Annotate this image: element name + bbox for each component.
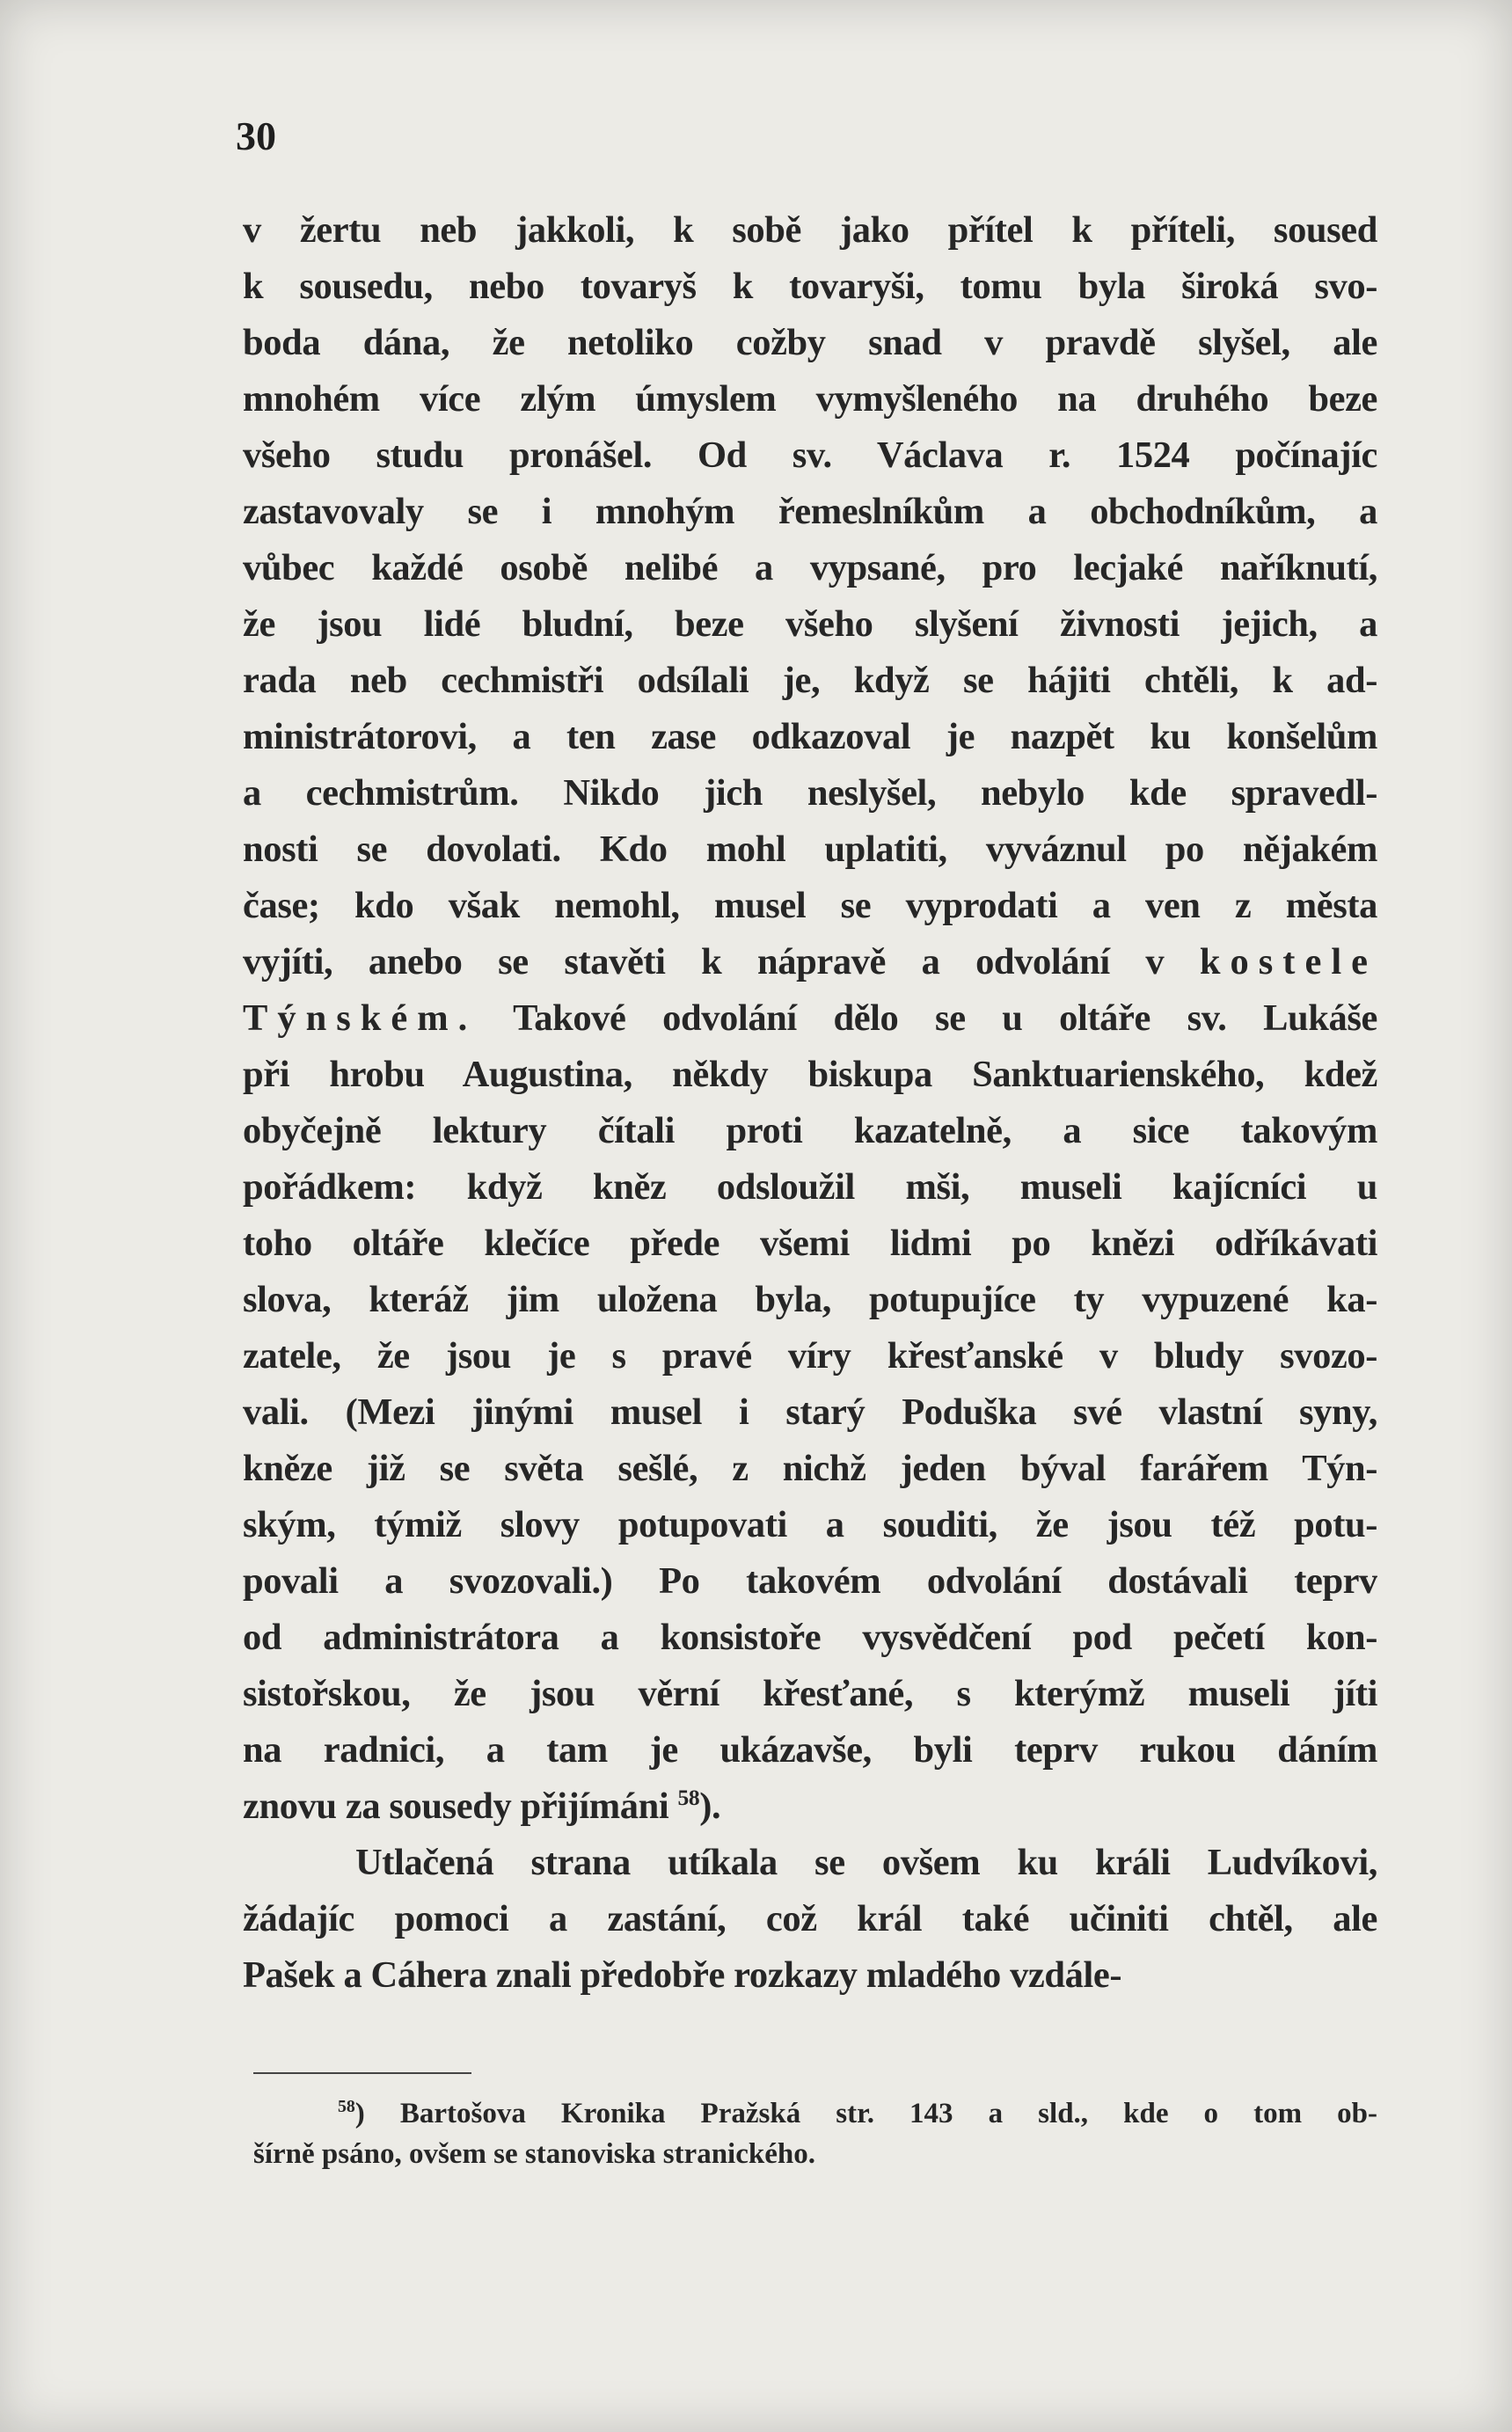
line-text: čase; kdo však nemohl, musel se vyprodati a ven z města	[243, 885, 1377, 926]
line-text: k sousedu, nebo tovaryš k tovaryši, tomu byla široká svo-	[243, 266, 1377, 307]
line-text: kostele	[1199, 941, 1377, 982]
footnote-reference: 58	[677, 1784, 700, 1810]
line-text: kněze již se světa sešlé, z nichž jeden býval farářem Týn-	[243, 1448, 1377, 1489]
line-text: rada neb cechmistři odsílali je, když se hájiti chtěli, k ad-	[243, 660, 1377, 701]
footnote-divider	[253, 2072, 471, 2074]
text-line	[243, 371, 1377, 427]
line-text: povali a svozovali.) Po takovém odvolání dostávali teprv	[243, 1560, 1377, 1602]
text-line	[243, 765, 1377, 822]
line-text: na radnici, a tam je ukázavše, byli teprv rukou dáním	[243, 1729, 1377, 1771]
line-text: zatele, že jsou je s pravé víry křesťanské v bludy svozo-	[243, 1335, 1377, 1377]
text-line	[243, 202, 1377, 259]
line-text: všeho studu pronášel. Od sv. Václava r. 1524 počínajíc	[243, 435, 1377, 476]
text-line	[243, 596, 1377, 653]
line-text: vůbec každé osobě nelibé a vypsané, pro lecjaké naříknutí,	[243, 547, 1377, 588]
text-line	[243, 990, 1377, 1047]
text-line	[243, 1441, 1377, 1497]
text-line	[243, 1384, 1377, 1441]
line-text: zastavovaly se i mnohým řemeslníkům a obchodníkům, a	[243, 491, 1377, 532]
line-text: boda dána, že netoliko cožby snad v pravdě slyšel, ale	[243, 322, 1377, 363]
line-text: Pašek a Cáhera znali předobře rozkazy mladého vzdále-	[243, 1954, 1122, 1996]
line-text: ministrátorovi, a ten zase odkazoval je nazpět ku konšelům	[243, 716, 1377, 757]
footnote	[253, 2093, 1377, 2174]
footnote-marker: 58	[338, 2097, 355, 2116]
body-text	[243, 202, 1377, 2004]
footnote-text: ) Bartošova Kronika Pražská str. 143 a sld., kde o tom ob-	[354, 2098, 1377, 2129]
text-line	[243, 427, 1377, 484]
text-line	[243, 1216, 1377, 1272]
line-text: v žertu neb jakkoli, k sobě jako přítel k příteli, soused	[243, 209, 1377, 251]
text-line	[243, 1778, 1377, 1835]
line-text: toho oltáře klečíce přede všemi lidmi po knězi odříkávati	[243, 1223, 1377, 1264]
line-text: vyjíti, anebo se stavěti k nápravě a odvolání v	[243, 941, 1200, 982]
text-line	[243, 540, 1377, 596]
line-text: mnohém více zlým úmyslem vymyšleného na druhého beze	[243, 378, 1377, 420]
line-text: a cechmistrům. Nikdo jich neslyšel, nebylo kde spravedl-	[243, 772, 1377, 814]
footnote-line	[253, 2093, 1377, 2134]
text-line	[243, 259, 1377, 315]
line-text: pořádkem: když kněz odsloužil mši, museli kajícníci u	[243, 1166, 1377, 1208]
text-line	[243, 1047, 1377, 1103]
line-text: nosti se dovolati. Kdo mohl uplatiti, vyváznul po nějakém	[243, 829, 1377, 870]
page-number: 30	[236, 113, 276, 158]
line-text: ).	[699, 1786, 721, 1827]
line-text: že jsou lidé bludní, beze všeho slyšení živnosti jejich, a	[243, 603, 1377, 645]
footnote-text: šírně psáno, ovšem se stanoviska stranického.	[253, 2138, 815, 2170]
line-text: od administrátora a konsistoře vysvědčení pod pečetí kon-	[243, 1617, 1377, 1658]
text-line	[243, 1103, 1377, 1159]
text-line	[243, 1891, 1377, 1947]
line-text: znovu za sousedy přijímáni	[243, 1786, 678, 1827]
line-text: obyčejně lektury čítali proti kazatelně, a sice takovým	[243, 1110, 1377, 1151]
line-text: žádajíc pomoci a zastání, což král také učiniti chtěl, ale	[243, 1898, 1377, 1939]
footnote-line	[253, 2134, 1377, 2174]
text-line	[243, 822, 1377, 878]
text-line	[243, 1722, 1377, 1778]
text-line	[243, 1497, 1377, 1553]
text-line	[243, 653, 1377, 709]
text-line	[243, 1835, 1377, 1891]
line-text: slova, kteráž jim uložena byla, potupujíce ty vypuzené ka-	[243, 1279, 1377, 1320]
line-text: Utlačená strana utíkala se ovšem ku králi Ludvíkovi,	[355, 1842, 1377, 1883]
text-line	[243, 1159, 1377, 1216]
text-line	[243, 484, 1377, 540]
text-line	[243, 1553, 1377, 1610]
text-line	[243, 1666, 1377, 1722]
line-text: sistořskou, že jsou věrní křesťané, s kterýmž museli jíti	[243, 1673, 1377, 1714]
text-line	[243, 1328, 1377, 1384]
line-text: vali. (Mezi jinými musel i starý Poduška své vlastní syny,	[243, 1391, 1377, 1433]
line-text: při hrobu Augustina, někdy biskupa Sanktuarienského, kdež	[243, 1054, 1377, 1095]
line-text: Týnském.	[243, 997, 478, 1039]
text-line	[243, 1272, 1377, 1328]
text-line	[243, 315, 1377, 371]
line-text: Takové odvolání dělo se u oltáře sv. Lukáše	[477, 997, 1377, 1039]
text-line	[243, 878, 1377, 934]
text-line	[243, 934, 1377, 990]
text-line	[243, 1610, 1377, 1666]
text-line	[243, 1947, 1377, 2004]
text-line	[243, 709, 1377, 765]
line-text: ským, týmiž slovy potupovati a souditi, že jsou též potu-	[243, 1504, 1377, 1545]
